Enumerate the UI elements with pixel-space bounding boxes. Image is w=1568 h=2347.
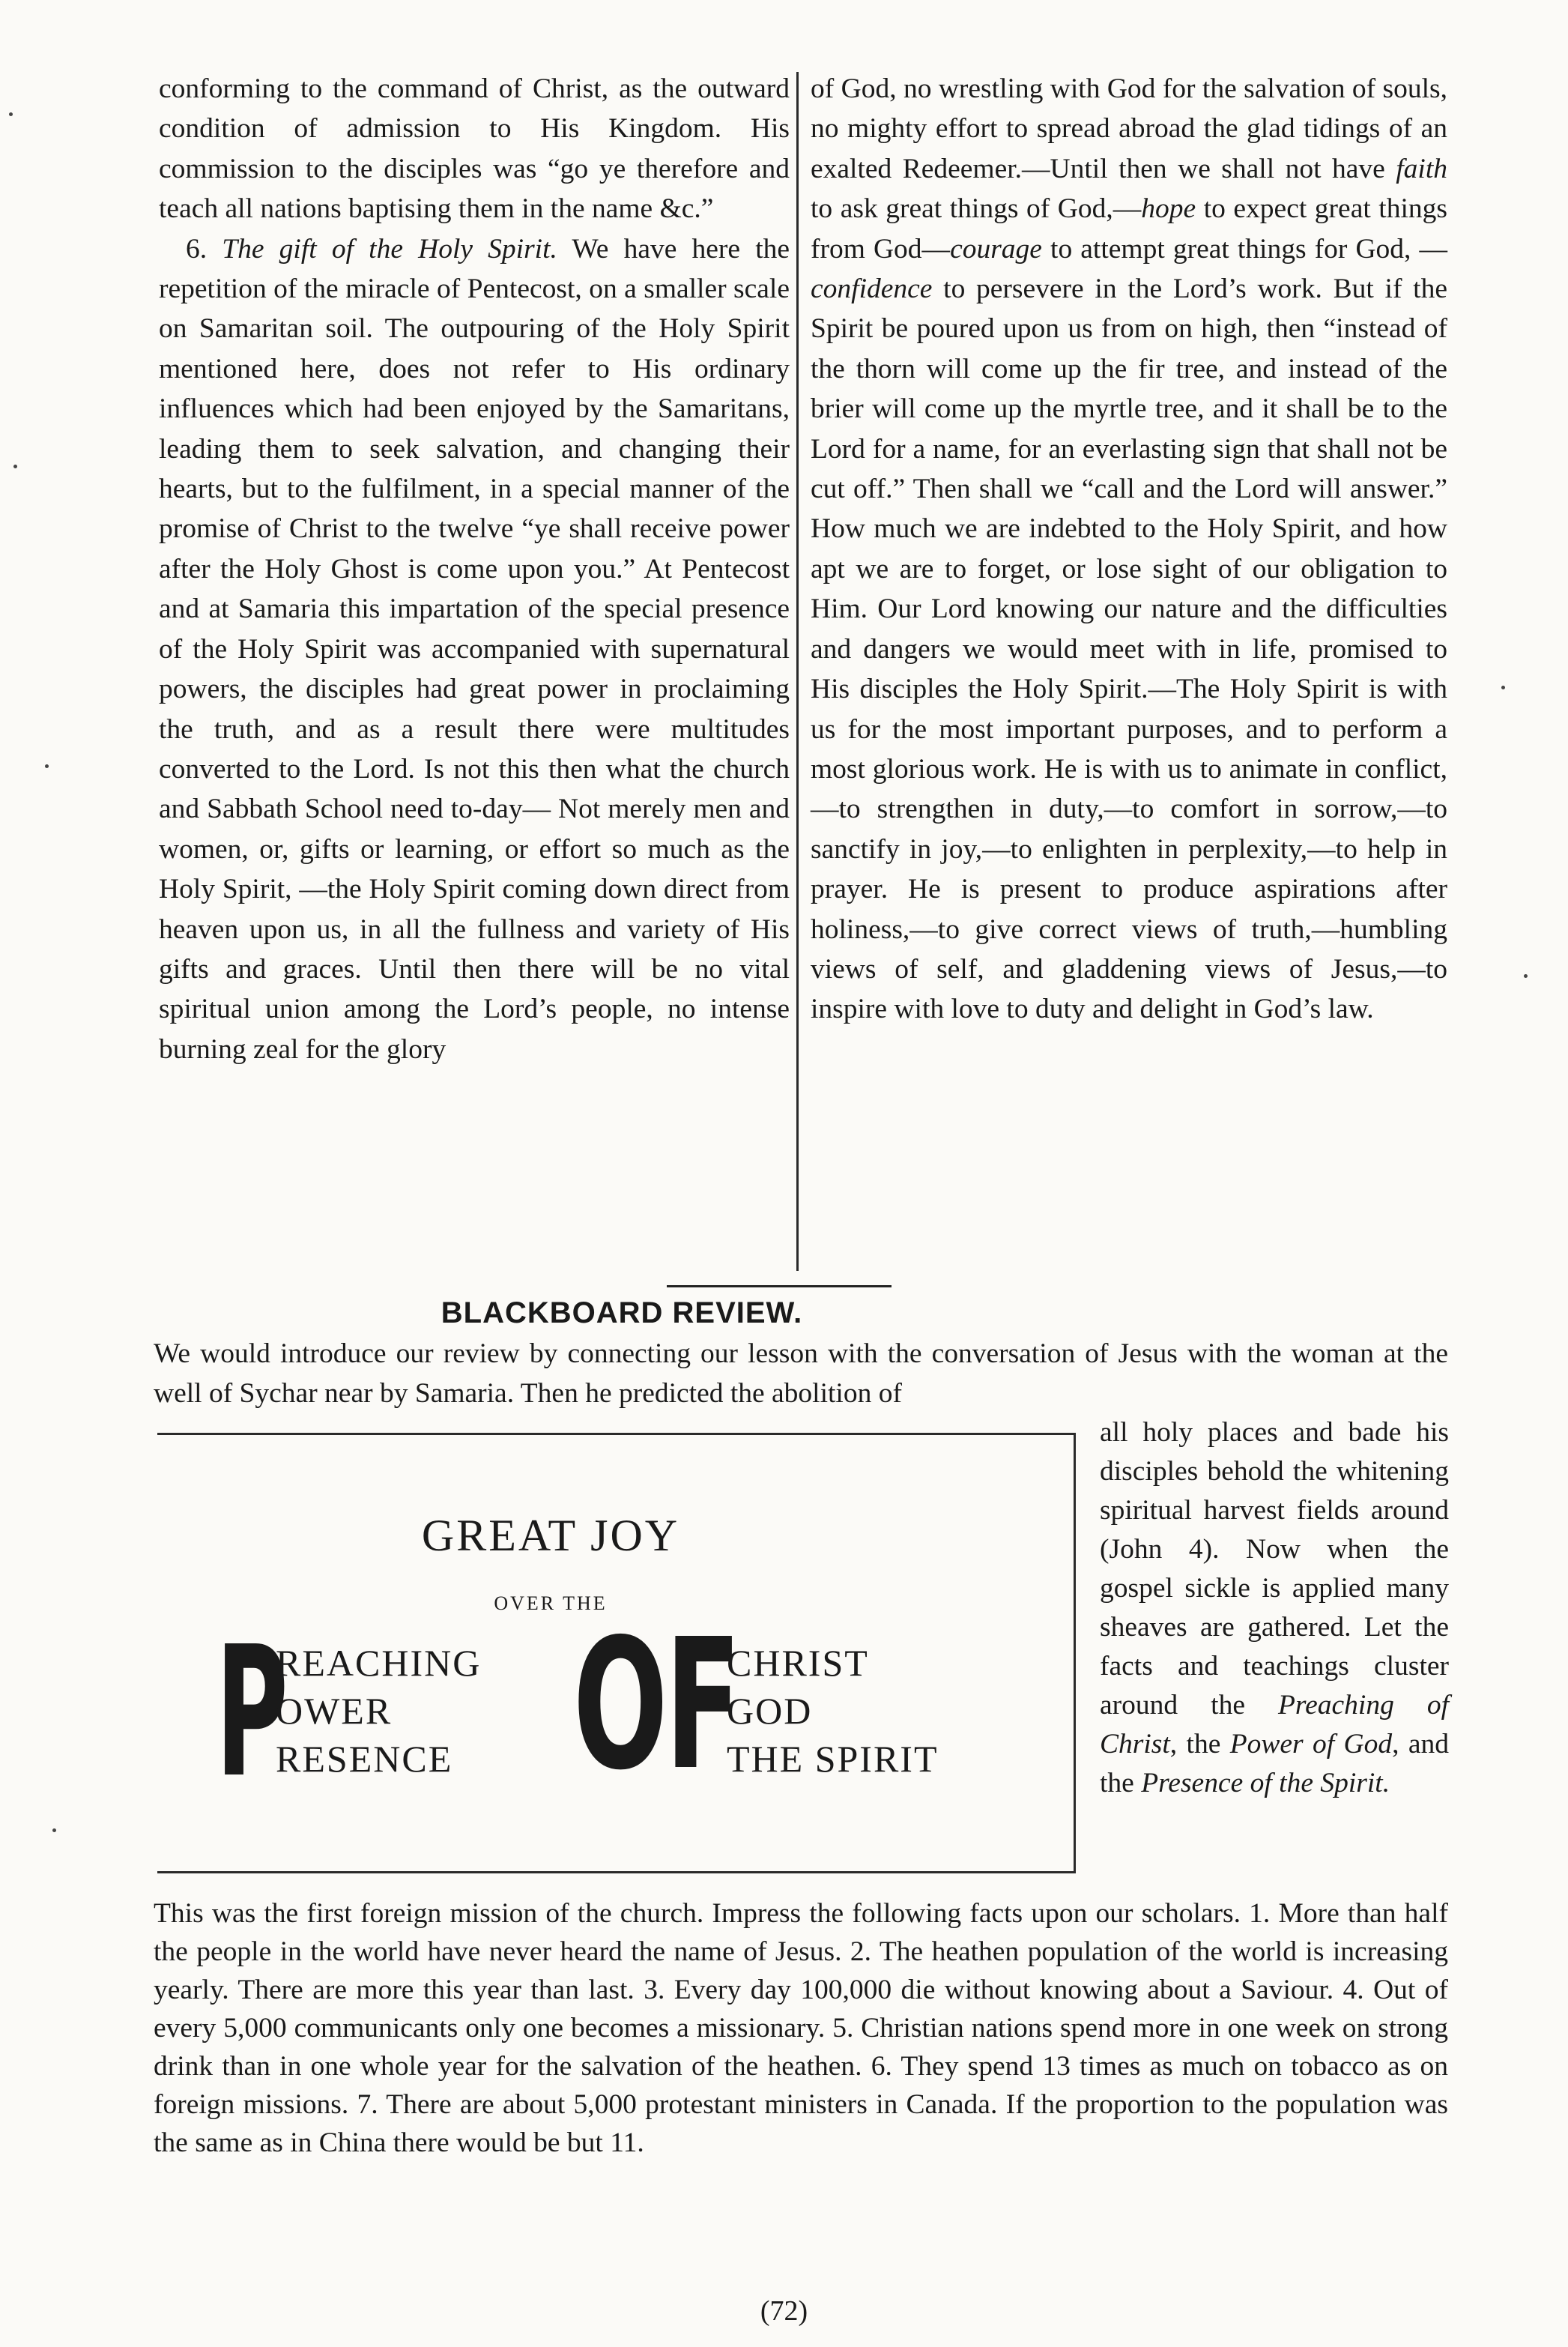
blackboard-intro: We would introduce our review by connecting our lesson with the conversation of Jesus with the woman at the well of Sychar near by Samaria. Then he predicted the abolition of <box>154 1338 1448 1409</box>
section-rule <box>667 1285 892 1287</box>
right-italic-hope: hope <box>1141 193 1196 225</box>
scan-speck <box>45 764 49 768</box>
scan-speck <box>1501 686 1505 689</box>
page-number: (72) <box>760 2295 808 2327</box>
diagram-right-words <box>727 1639 939 1783</box>
right-italic-faith: faith <box>1396 153 1447 184</box>
diagram-word: RESENCE <box>276 1738 453 1780</box>
diagram-subtitle: OVER THE <box>494 1592 608 1614</box>
right-text-3: to expect great things from God— <box>811 193 1447 265</box>
diagram-word: CHRIST <box>727 1642 869 1684</box>
diagram-big-letter: P <box>216 1607 288 1817</box>
left-paragraph-1: conforming to the command of Christ, as the outward condition of admission to His Kingdom. His commission to the disciples was “go ye therefore and teach all nations baptising them in the name &c.” <box>159 73 790 225</box>
side-italic-2: Power of God <box>1229 1729 1393 1760</box>
right-paragraph <box>811 69 1447 1030</box>
side-italic-1: Preaching of Christ <box>1100 1690 1450 1760</box>
diagram-big-of: OF <box>573 1600 739 1810</box>
right-text-4: to attempt great things for God, — <box>1041 233 1447 265</box>
column-divider <box>796 72 799 1271</box>
section-number: 6. <box>186 233 208 265</box>
left-paragraph-2-body: We have here the repetition of the miracle of Pentecost, on a smaller scale on Samaritan soil. The outpouring of the Holy Spirit mentioned here, does not refer to His ordinary influences which had been enjoyed by the Samaritans, leading them to seek salvation, and changing their hearts, but to the fulfilment, in a special manner of the promise of Christ to the twelve “ye shall receive power after the Holy Ghost is come upon you.” At Pentecost and at Samaria this impartation of the special presence of the Holy Spirit was accompanied with supernatural powers, the disciples had great power in proclaiming the truth, and as a result there were multitudes converted to the Lord. Is not this then what the church and Sabbath School need to-day— Not merely men and women, or, gifts or learning, or effort so much as the Holy Spirit, —the Holy Spirit coming down direct from heaven upon us, in all the fullness and variety of His gifts and graces. Until then there will be no vital spiritual union among the Lord’s people, no intense burning zeal for the glory <box>159 233 790 1065</box>
scan-speck <box>13 465 17 468</box>
section-heading: The gift of the Holy Spirit. <box>222 233 557 265</box>
side-text-3: , and the <box>1100 1729 1449 1798</box>
right-text-5: to persevere in the Lord’s work. But if the Spirit be poured upon us from on high, then “instead of the thorn will come up the fir tree, and instead of the brier will come up the myrtle tree, and it shall be to the Lord for a name, for an everlasting sign that shall not be cut off.” Then shall we “call and the Lord will answer.” How much we are indebted to the Holy Spirit, and how apt we are to forget, or lose sight of our obligation to Him. Our Lord knowing our nature and the difficulties and dangers we would meet with in life, promised to His disciples the Holy Spirit.—The Holy Spirit is with us for the most important purposes, and to perform a most glorious work. He is with us to animate in conflict,—to strengthen in duty,—to comfort in sorrow,—to sanctify in joy,—to enlighten in perplexity,—to help in prayer. He is present to produce aspirations after holiness,—to give correct views of truth,—humbling views of self, and gladdening views of Jesus,—to inspire with love to duty and delight in God’s law. <box>811 274 1447 1025</box>
left-paragraph-2 <box>159 229 790 1070</box>
diagram-word: GOD <box>727 1690 813 1732</box>
diagram-left-words <box>276 1639 481 1783</box>
diagram-word: REACHING <box>276 1642 482 1684</box>
scan-speck <box>1524 974 1528 978</box>
scan-speck <box>52 1828 56 1832</box>
blackboard-side-text <box>1100 1413 1449 1803</box>
right-text-2: to ask great things of God,— <box>811 193 1142 225</box>
side-text: all holy places and bade his disciples behold the whitening spiritual harvest fields around (John 4). Now when the gospel sickle is applied many sheaves are gathered. Let the facts and teachings cluster around the <box>1100 1417 1449 1721</box>
scan-speck <box>9 112 13 116</box>
side-text-2: , the <box>1169 1729 1230 1760</box>
right-column <box>811 69 1447 1030</box>
diagram-word: OWER <box>276 1690 393 1732</box>
left-column <box>159 69 790 1069</box>
right-italic-courage: courage <box>950 233 1042 265</box>
diagram-title: GREAT JOY <box>421 1511 680 1560</box>
blackboard-diagram <box>157 1433 1076 1873</box>
diagram-word: THE SPIRIT <box>727 1738 939 1780</box>
right-italic-confidence: confidence <box>811 274 933 305</box>
right-text-1: of God, no wrestling with God for the salvation of souls, no mighty effort to spread abroad the glad tidings of an exalted Redeemer.—Until then we shall not have <box>811 73 1447 184</box>
side-italic-3: Presence of the Spirit. <box>1141 1768 1390 1798</box>
blackboard-title: BLACKBOARD REVIEW. <box>441 1296 803 1329</box>
blackboard-facts: This was the first foreign mission of the church. Impress the following facts upon our scholars. 1. More than half the people in the world have never heard the name of Jesus. 2. The heathen population of the world is increasing yearly. There are more this year than last. 3. Every day 100,000 die without knowing about a Saviour. 4. Out of every 5,000 communicants only one becomes a missionary. 5. Christian nations spend more in one week on strong drink than in one whole year for the salvation of the heathen. 6. They spend 13 times as much on tobacco as on foreign missions. 7. There are about 5,000 protestant ministers in Canada. If the proportion to the population was the same as in China there would be but 11. <box>154 1898 1448 2158</box>
